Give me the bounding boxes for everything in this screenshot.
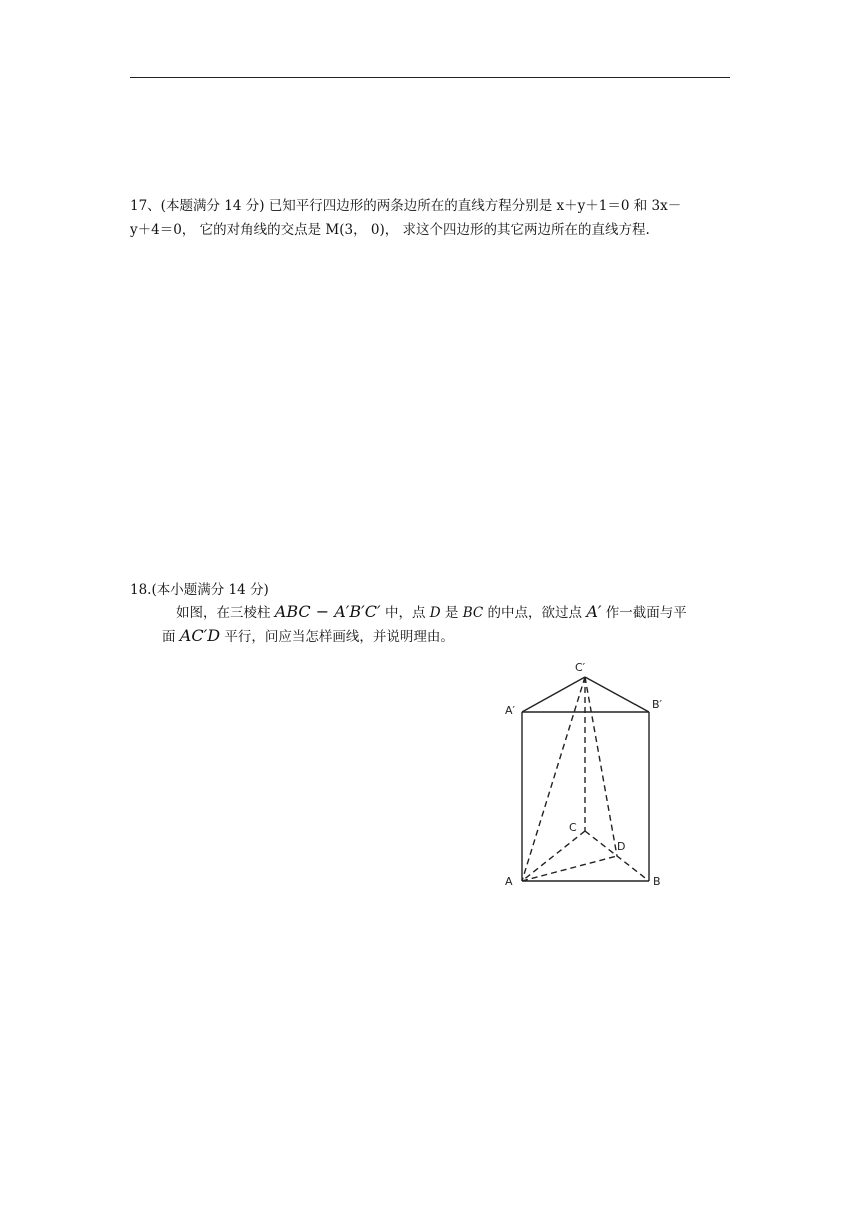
edge-c-prime-d bbox=[585, 677, 617, 856]
segment-bc: BC bbox=[462, 605, 484, 621]
q18-text-g: 平行，问应当怎样画线，并说明理由。 bbox=[220, 629, 454, 645]
edge-a-d bbox=[522, 856, 617, 881]
label-a: A bbox=[505, 875, 513, 888]
plane-name: AC′D bbox=[179, 626, 221, 645]
q18-text-d: 的中点，欲过点 bbox=[483, 605, 587, 621]
question-18-line-2 bbox=[162, 624, 454, 649]
question-17-line-2: y＋4＝0， 它的对角线的交点是 M(3， 0)， 求这个四边形的其它两边所在的直线方程. bbox=[130, 222, 650, 238]
point-d: D bbox=[429, 605, 441, 621]
q18-text-f: 面 bbox=[162, 629, 180, 645]
q18-text-a: 如图，在三棱柱 bbox=[176, 605, 275, 621]
label-b-prime: B′ bbox=[652, 698, 663, 711]
label-d: D bbox=[617, 840, 626, 853]
label-c: C bbox=[569, 821, 577, 834]
label-c-prime: C′ bbox=[575, 661, 586, 674]
question-17-line-1: 17、(本题满分 14 分) 已知平行四边形的两条边所在的直线方程分别是 x＋y＋1＝0 和 3x－ bbox=[130, 198, 682, 214]
edge-c-prime-b-prime bbox=[585, 677, 649, 712]
label-b: B bbox=[653, 875, 661, 888]
prism-figure bbox=[495, 656, 675, 892]
question-18-line-1 bbox=[176, 600, 687, 625]
label-a-prime: A′ bbox=[505, 704, 516, 717]
edge-c-prime-a bbox=[522, 677, 585, 881]
q18-text-c: 是 bbox=[440, 605, 463, 621]
q18-text-b: 中，点 bbox=[380, 605, 430, 621]
q18-text-e: 作一截面与平 bbox=[601, 605, 687, 621]
header-rule bbox=[130, 77, 730, 78]
question-18-heading: 18.(本小题满分 14 分) bbox=[130, 582, 269, 598]
prism-name: ABC − A′B′C′ bbox=[274, 602, 381, 621]
edge-c-a bbox=[522, 831, 585, 881]
point-a-prime: A′ bbox=[586, 602, 602, 621]
